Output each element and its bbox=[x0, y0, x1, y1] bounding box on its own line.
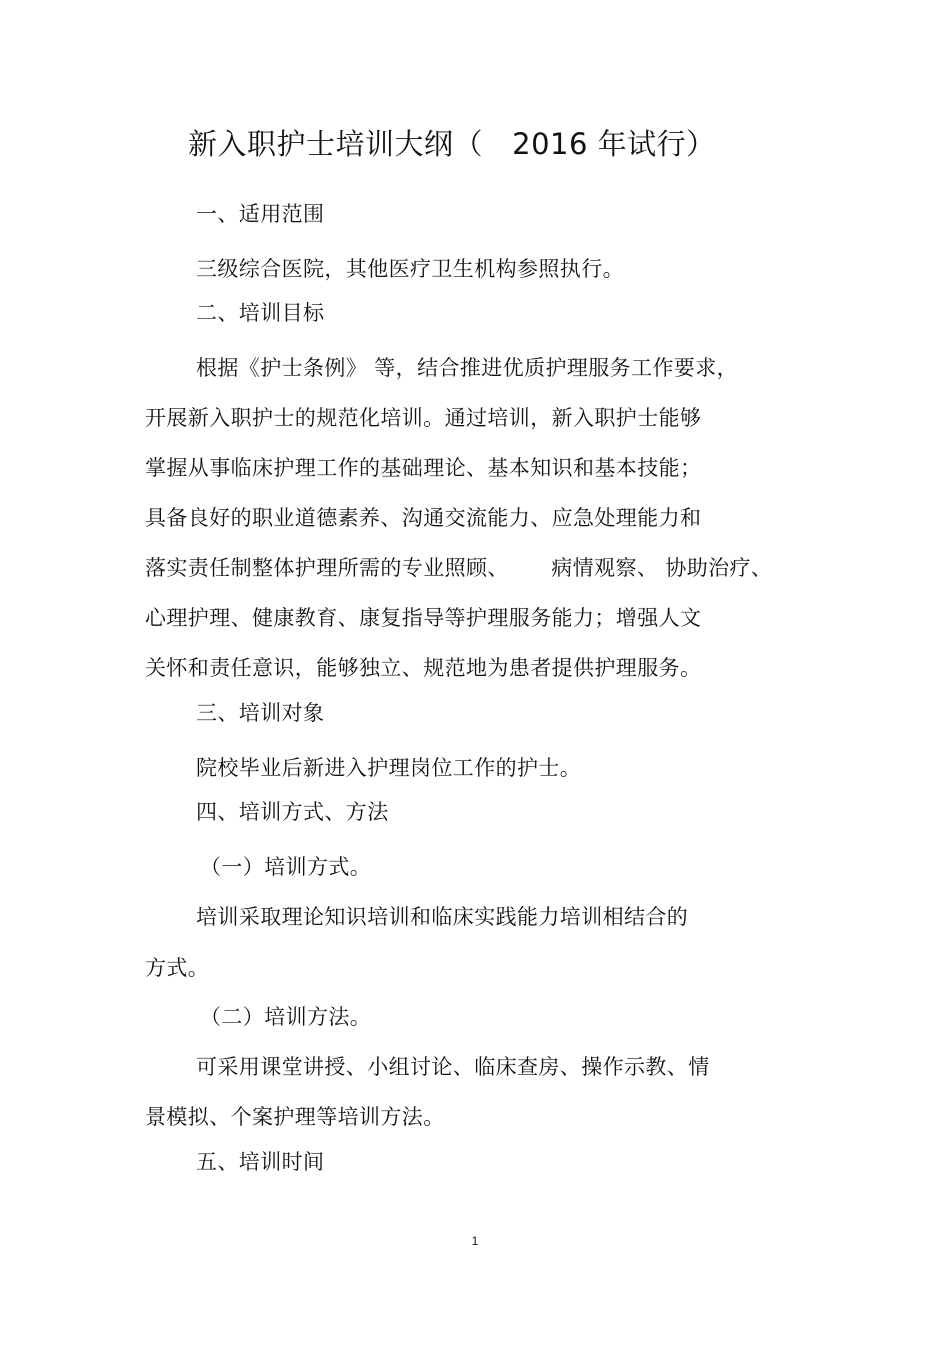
section-heading-methods: 四、培训方式、方法 bbox=[196, 800, 389, 824]
section-heading-targets: 三、培训对象 bbox=[196, 701, 325, 725]
paragraph-mode-line-1: 培训采取理论知识培训和临床实践能力培训相结合的 bbox=[196, 905, 689, 929]
paragraph-goals-line-3: 掌握从事临床护理工作的基础理论、基本知识和基本技能； bbox=[145, 456, 702, 480]
document-title: 新入职护士培训大纲（ 2016 年试行） bbox=[188, 127, 716, 161]
subsection-heading-method: （二）培训方法。 bbox=[200, 1005, 372, 1029]
paragraph-method-line-2: 景模拟、个案护理等培训方法。 bbox=[145, 1105, 445, 1129]
paragraph-mode-line-2: 方式。 bbox=[145, 956, 210, 980]
paragraph-goals-line-4: 具备良好的职业道德素养、沟通交流能力、应急处理能力和 bbox=[145, 506, 702, 530]
section-heading-scope: 一、适用范围 bbox=[196, 202, 325, 226]
section-heading-goals: 二、培训目标 bbox=[196, 301, 325, 325]
paragraph-goals-line-1: 根据《护士条例》 等，结合推进优质护理服务工作要求， bbox=[196, 356, 739, 380]
page-number: 1 bbox=[471, 1234, 479, 1248]
paragraph-goals-line-2: 开展新入职护士的规范化培训。通过培训，新入职护士能够 bbox=[145, 406, 702, 430]
paragraph-goals-line-7: 关怀和责任意识，能够独立、规范地为患者提供护理服务。 bbox=[145, 656, 702, 680]
paragraph-scope: 三级综合医院，其他医疗卫生机构参照执行。 bbox=[196, 257, 624, 281]
paragraph-goals-line-6: 心理护理、健康教育、康复指导等护理服务能力；增强人文 bbox=[145, 606, 702, 630]
paragraph-method-line-1: 可采用课堂讲授、小组讨论、临床查房、操作示教、情 bbox=[196, 1055, 710, 1079]
section-heading-duration: 五、培训时间 bbox=[196, 1150, 325, 1174]
paragraph-targets: 院校毕业后新进入护理岗位工作的护士。 bbox=[196, 756, 582, 780]
subsection-heading-mode: （一）培训方式。 bbox=[200, 855, 372, 879]
paragraph-goals-line-5: 落实责任制整体护理所需的专业照顾、 病情观察、 协助治疗、 bbox=[145, 556, 773, 580]
